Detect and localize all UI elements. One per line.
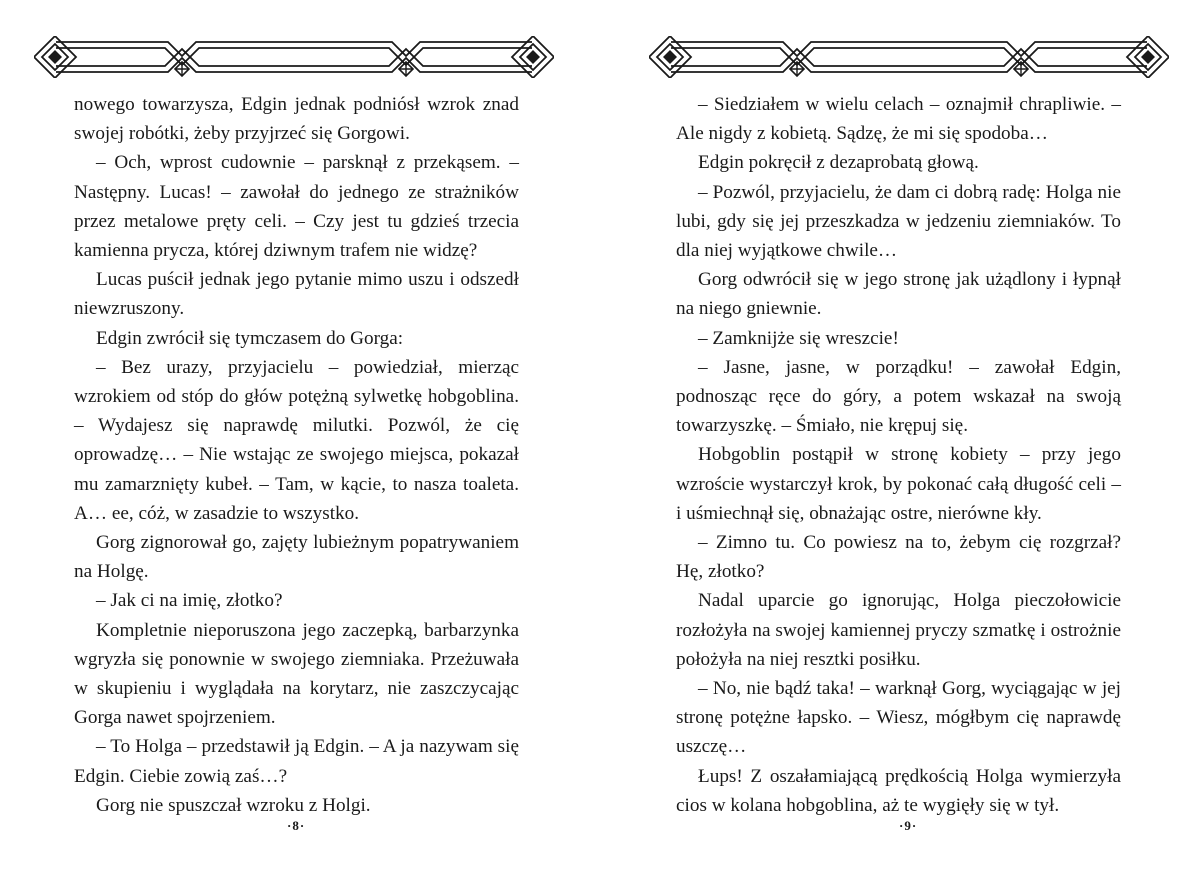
right-page: [600, 0, 1200, 882]
paragraph: – To Holga – przedstawił ją Edgin. – A ja nazywam się Edgin. Ciebie zowią zaś…?: [74, 736, 519, 787]
paragraph: – Siedziałem w wielu celach – oznajmił chrapliwie. – Ale nigdy z kobietą. Sądzę, że mi się spodoba…: [676, 94, 1121, 145]
paragraph: nowego towarzysza, Edgin jednak podniósł wzrok znad swojej robótki, żeby przyjrzeć się Gorgowi.: [74, 94, 519, 145]
paragraph: Gorg nie spuszczał wzroku z Holgi.: [96, 794, 371, 816]
decorative-border-ornament: [649, 36, 1169, 78]
page-number: ·8·: [287, 818, 306, 833]
paragraph: – Bez urazy, przyjacielu – powiedział, mierząc wzrokiem od stóp do głów potężną sylwetkę hobgoblina. – Wydajesz się naprawdę milutki. Pozwól, że cię oprowadzę… – Nie wstając ze swojego miejsca, pokazał mu zamarznięty kubeł. – Tam, w kącie, to nasza toaleta. A… ee, cóż, w zasadzie to wszystko.: [74, 356, 519, 524]
paragraph: – Och, wprost cudownie – parsknął z przekąsem. – Następny. Lucas! – zawołał do jednego ze strażników przez metalowe pręty celi. – Czy jest tu gdzieś trzecia kamienna prycza, której dziwnym trafem nie widzę?: [74, 152, 519, 262]
page-number: ·9·: [899, 818, 918, 833]
paragraph: Hobgoblin postąpił w stronę kobiety – przy jego wzroście wystarczył krok, by pokonać całą długość celi – i uśmiechnął się, obnażając ostre, nierówne kły.: [676, 444, 1121, 524]
paragraph: Lucas puścił jednak jego pytanie mimo uszu i odszedł niewzruszony.: [74, 269, 519, 320]
paragraph: – Jasne, jasne, w porządku! – zawołał Edgin, podnosząc ręce do góry, a potem wskazał na swoją towarzyszkę. – Śmiało, nie krępuj się.: [676, 356, 1121, 437]
paragraph: – Zamknijże się wreszcie!: [698, 327, 899, 349]
paragraph: Łups! Z oszałamiającą prędkością Holga wymierzyła cios w kolana hobgoblina, aż te wygięły się w tył.: [676, 765, 1121, 816]
decorative-border-ornament: [34, 36, 554, 78]
paragraph: – Zimno tu. Co powiesz na to, żebym cię rozgrzał? Hę, złotko?: [676, 532, 1121, 583]
paragraph: Gorg zignorował go, zajęty lubieżnym popatrywaniem na Holgę.: [74, 532, 519, 583]
paragraph: – Jak ci na imię, złotko?: [96, 590, 283, 612]
paragraph: Nadal uparcie go ignorując, Holga pieczołowicie rozłożyła na swojej kamiennej pryczy szmatkę i ostrożnie położyła na niej resztki posiłku.: [676, 590, 1121, 670]
paragraph: – No, nie bądź taka! – warknął Gorg, wyciągając w jej stronę potężne łapsko. – Wiesz, mógłbym cię naprawdę uszczę…: [676, 678, 1121, 758]
paragraph: Kompletnie nieporuszona jego zaczepką, barbarzynka wgryzła się ponownie w swojego ziemniaka. Przeżuwała w skupieniu i wyglądała na korytarz, nie zaszczycając Gorga nawet spojrzeniem.: [74, 619, 519, 729]
paragraph: Edgin zwrócił się tymczasem do Gorga:: [96, 327, 404, 349]
paragraph: Gorg odwrócił się w jego stronę jak użądlony i łypnął na niego gniewnie.: [676, 269, 1121, 320]
paragraph: Edgin pokręcił z dezaprobatą głową.: [698, 152, 979, 174]
paragraph: – Pozwól, przyjacielu, że dam ci dobrą radę: Holga nie lubi, gdy się jej przeszkadza w jedzeniu ziemniaków. To dla niej wyjątkowe chwile…: [676, 181, 1121, 262]
right-page-text: [676, 90, 1121, 820]
left-page-text: [74, 90, 519, 820]
